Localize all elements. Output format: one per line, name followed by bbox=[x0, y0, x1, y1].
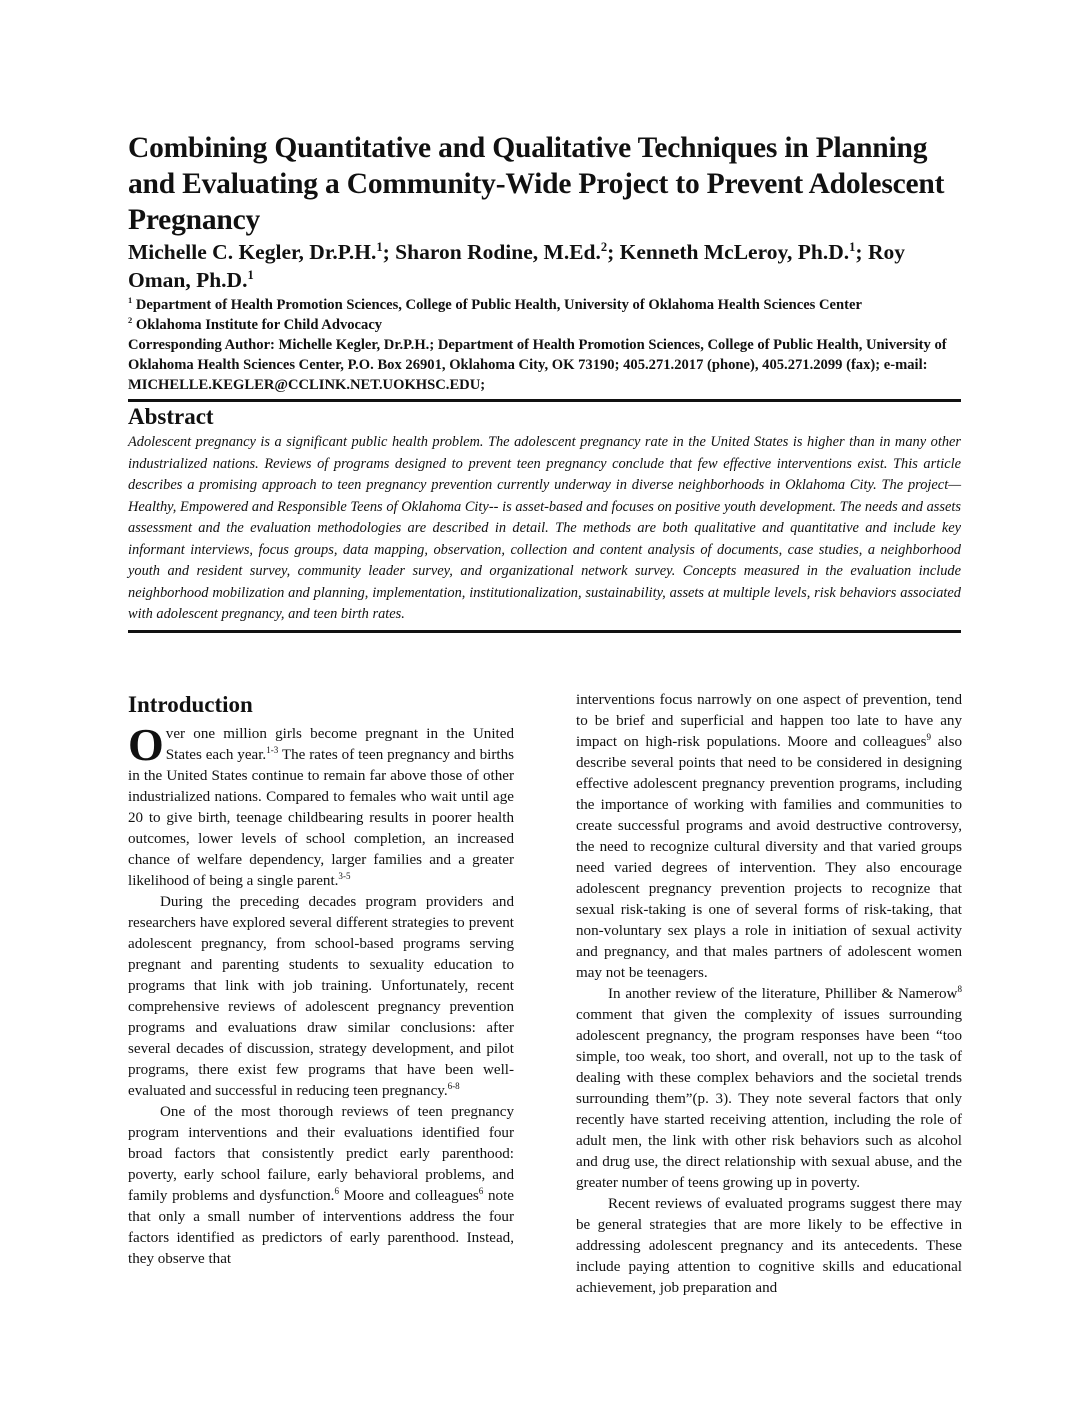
affiliation-marker: 2 bbox=[128, 315, 133, 326]
citation: 3-5 bbox=[338, 870, 351, 881]
affiliation-marker: 1 bbox=[376, 239, 383, 254]
abstract-heading: Abstract bbox=[128, 404, 214, 429]
left-column bbox=[128, 690, 514, 1270]
paper-page bbox=[128, 130, 962, 1296]
author-name: Michelle C. Kegler, Dr.P.H. bbox=[128, 240, 377, 264]
citation: 9 bbox=[926, 731, 932, 742]
affiliation-marker: 1 bbox=[128, 295, 133, 306]
author-name: ; Roy Oman, Ph.D. bbox=[128, 240, 905, 292]
intro-paragraph-4 bbox=[576, 690, 962, 984]
paragraph-text: Moore and colleagues bbox=[339, 1188, 479, 1204]
citation: 6 bbox=[334, 1185, 339, 1196]
right-column bbox=[576, 690, 962, 1299]
author-list bbox=[128, 238, 961, 294]
citation: 6 bbox=[478, 1185, 484, 1196]
paragraph-text: In another review of the literature, Philliber & Namerow bbox=[608, 986, 958, 1002]
author-name: ; Sharon Rodine, M.Ed. bbox=[382, 240, 601, 264]
paragraph-text: note that only a small number of interventions address the four factors identified as predictors of early parenthood. Instead, they observe that bbox=[128, 1188, 514, 1267]
introduction-heading: Introduction bbox=[128, 692, 253, 717]
drop-cap: O bbox=[128, 719, 164, 770]
paragraph-text: One of the most thorough reviews of teen pregnancy program interventions and their evaluations identified four broad factors that consistently predict early parenthood: poverty, early school failure, early behavioral problems, and family problems and dysfunction. bbox=[128, 1104, 514, 1204]
affiliation-1 bbox=[128, 295, 961, 315]
citation: 8 bbox=[957, 983, 962, 994]
paragraph-text: During the preceding decades program providers and researchers have explored several different strategies to prevent adolescent pregnancy, from school-based programs serving pregnant and parenting students to sexuality education to programs that link with job training. Unfortunately, recent comprehensive reviews of adolescent pregnancy prevention programs and evaluations draw similar conclusions: after several decades of discussion, strategy development, and pilot programs, there exist few programs that have been well-evaluated and successful in reducing teen pregnancy. bbox=[128, 894, 514, 1099]
citation: 1-3 bbox=[266, 744, 279, 755]
paper-title: Combining Quantitative and Qualitative Techniques in Planning and Evaluating a Community-Wide Project to Prevent Adolescent Pregnancy bbox=[128, 132, 945, 236]
citation: 6-8 bbox=[447, 1080, 460, 1091]
affiliation-text: Department of Health Promotion Sciences, College of Public Health, University of Oklahoma Health Sciences Center bbox=[132, 297, 862, 313]
intro-paragraph-3 bbox=[128, 1102, 514, 1270]
paragraph-text: ver one million girls become pregnant in the United States each year. bbox=[165, 726, 514, 763]
paragraph-text: comment that given the complexity of issues surrounding adolescent pregnancy, the program responses have been “too simple, too weak, too short, and overall, not up to the task of dealing with these complex behaviors and the societal trends surrounding them”(p. 3). They note several factors that only recently have started receiving attention, including the role of adult men, the link with other risk behaviors such as alcohol and drug use, the direct relationship with sexual abuse, and the greater number of teens growing up in poverty. bbox=[576, 1007, 962, 1191]
paragraph-text: also describe several points that need to be considered in designing effective adolescent pregnancy prevention programs, including the importance of working with families and communities to create successful programs and avoid destructive controversy, the need to recognize cultural diversity and that varied groups need varied degrees of intervention. They also encourage adolescent pregnancy prevention projects to recognize that sexual risk-taking is one of several forms of risk-taking, that non-voluntary sex plays a role in initiation of sexual activity and pregnancy, and that males partners of adolescent women may not be teenagers. bbox=[576, 734, 962, 981]
abstract-text: Adolescent pregnancy is a significant public health problem. The adolescent pregnancy rate in the United States is higher than in many other industrialized nations. Reviews of programs designed to prevent teen pregnancy conclude that few effective interventions exist. This article describes a promising approach to teen pregnancy prevention currently underway in diverse neighborhoods in Oklahoma City. The project—Healthy, Empowered and Responsible Teens of Oklahoma City-- is asset-based and focuses on positive youth development. The needs and assets assessment and the evaluation methodologies are described in detail. The methods are both qualitative and quantitative and include key informant interviews, focus groups, data mapping, observation, collection and content analysis of documents, case studies, a neighborhood youth and resident survey, community leader survey, and organizational network survey. Concepts measured in the evaluation include neighborhood mobilization and planning, implementation, institutionalization, sustainability, assets at multiple levels, risk behaviors associated with adolescent pregnancy, and teen birth rates. bbox=[128, 434, 961, 622]
corresponding-author: Corresponding Author: Michelle Kegler, Dr.P.H.; Department of Health Promotion Sciences, College of Public Health, University of Oklahoma Health Sciences Center, P.O. Box 26901, Oklahoma City, OK 73190; 405.271.2017 (phone), 405.271.2099 (fax); e-mail: MICHELLE.KEGLER@CCLINK.NET.UOKHSC.EDU; bbox=[128, 337, 947, 393]
section-divider bbox=[128, 630, 961, 633]
paragraph-text: interventions focus narrowly on one aspect of prevention, tend to be brief and superficial and happen too late to have any impact on high-risk populations. Moore and colleagues bbox=[576, 692, 962, 750]
intro-paragraph-5 bbox=[576, 984, 962, 1194]
intro-paragraph-1 bbox=[128, 719, 514, 892]
affiliation-marker: 2 bbox=[600, 239, 608, 254]
intro-paragraph-6: Recent reviews of evaluated programs suggest there may be general strategies that are more likely to be effective in addressing adolescent pregnancy and its antecedents. These include paying attention to cognitive skills and educational achievement, job preparation and bbox=[576, 1196, 962, 1296]
affiliation-2 bbox=[128, 315, 961, 335]
affiliation-marker: 1 bbox=[849, 239, 856, 254]
affiliations bbox=[128, 295, 961, 395]
affiliation-marker: 1 bbox=[247, 267, 254, 282]
affiliation-text: Oklahoma Institute for Child Advocacy bbox=[132, 317, 383, 333]
intro-paragraph-2 bbox=[128, 892, 514, 1102]
author-name: ; Kenneth McLeroy, Ph.D. bbox=[607, 240, 850, 264]
paragraph-text: The rates of teen pregnancy and births in the United States continue to remain far above those of other industrialized nations. Compared to females who wait until age 20 to give birth, teenage childbearing results in poorer health outcomes, lower levels of school completion, an increased chance of welfare dependency, larger families and a greater likelihood of being a single parent. bbox=[128, 747, 514, 889]
